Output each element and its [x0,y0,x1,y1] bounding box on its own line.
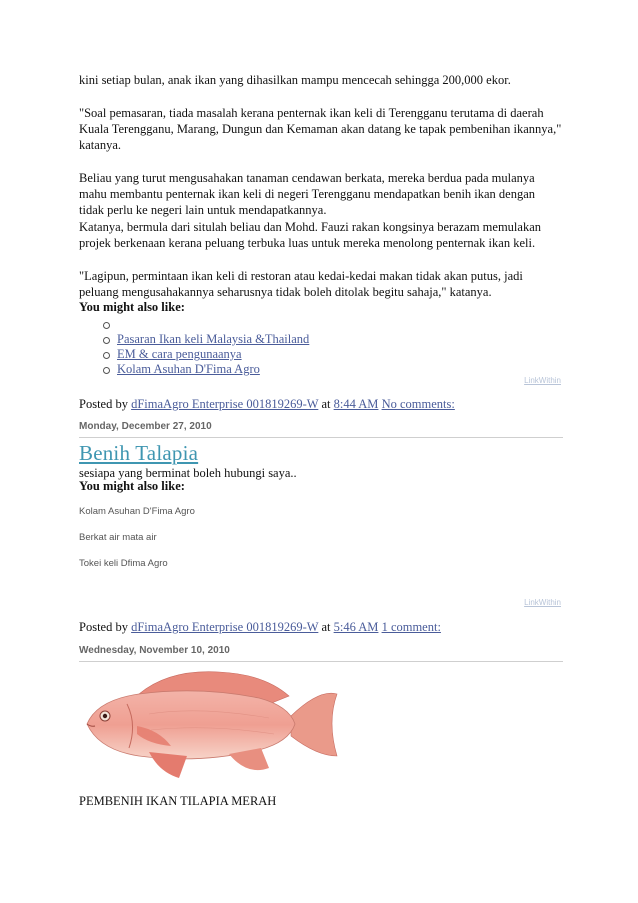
related-post-item [101,317,309,332]
at-label: at [321,620,331,634]
post-paragraph: sesiapa yang berminat boleh hubungi saya.. [79,466,297,480]
post-heading: PEMBENIH IKAN TILAPIA MERAH [79,794,277,808]
related-posts-heading: You might also like: [79,300,185,314]
divider [79,437,563,438]
author-link[interactable]: dFimaAgro Enterprise 001819269-W [131,397,319,411]
post-time-link[interactable]: 5:46 AM [333,620,379,634]
posted-by-label: Posted by [79,620,128,634]
tilapia-fish-image [79,664,341,787]
post-title-link[interactable]: Benih Talapia [79,441,199,465]
linkwithin-link[interactable]: LinkWithin [524,376,561,385]
post-time-link[interactable]: 8:44 AM [333,397,379,411]
related-posts-list [101,317,309,377]
divider [79,661,563,662]
related-post-item[interactable] [101,332,309,347]
related-post-item[interactable] [101,347,309,362]
related-post-link[interactable]: Pasaran Ikan keli Malaysia &Thailand [117,332,310,346]
post-date: Wednesday, November 10, 2010 [79,645,230,656]
post-paragraph: Katanya, bermula dari situlah beliau dan Mohd. Fauzi rakan kongsinya berazam memulakan projek berkenaan kerana peluang terbuka luas untuk mereka menolong penternak ikan keli. [79,220,541,251]
related-post-link[interactable]: Berkat air mata air [79,532,157,543]
post-paragraph: "Lagipun, permintaan ikan keli di restoran atau kedai-kedai makan tidak akan putus, jadi peluang mengusahakannya seharusnya tidak boleh ditolak begitu sahaja," katanya. [79,269,523,300]
at-label: at [321,397,331,411]
post-footer [79,397,455,412]
linkwithin-link[interactable]: LinkWithin [524,598,561,607]
related-post-link[interactable]: Tokei keli Dfima Agro [79,558,168,569]
post-footer [79,620,441,635]
posted-by-label: Posted by [79,397,128,411]
comments-link[interactable]: 1 comment: [381,620,441,634]
related-post-item[interactable] [101,362,309,377]
related-posts-heading: You might also like: [79,479,185,493]
related-post-link[interactable]: EM & cara pengunaanya [117,347,242,361]
post-paragraph: kini setiap bulan, anak ikan yang dihasilkan mampu mencecah sehingga 200,000 ekor. [79,73,511,87]
author-link[interactable]: dFimaAgro Enterprise 001819269-W [131,620,319,634]
comments-link[interactable]: No comments: [381,397,455,411]
related-post-link[interactable]: Kolam Asuhan D'Fima Agro [117,362,260,376]
post-date: Monday, December 27, 2010 [79,421,212,432]
related-post-link[interactable]: Kolam Asuhan D'Fima Agro [79,506,195,517]
post-paragraph: "Soal pemasaran, tiada masalah kerana penternak ikan keli di Terengganu terutama di daerah Kuala Terengganu, Marang, Dungun dan Kemaman akan datang ke tapak pembenihan ikannya," katanya. [79,106,562,153]
post-paragraph: Beliau yang turut mengusahakan tanaman cendawan berkata, mereka berdua pada mulanya mahu membantu penternak ikan keli di negeri Terengganu mendapatkan benih ikan dengan tidak perlu ke negeri lain untuk mendapatkannya. [79,171,536,218]
